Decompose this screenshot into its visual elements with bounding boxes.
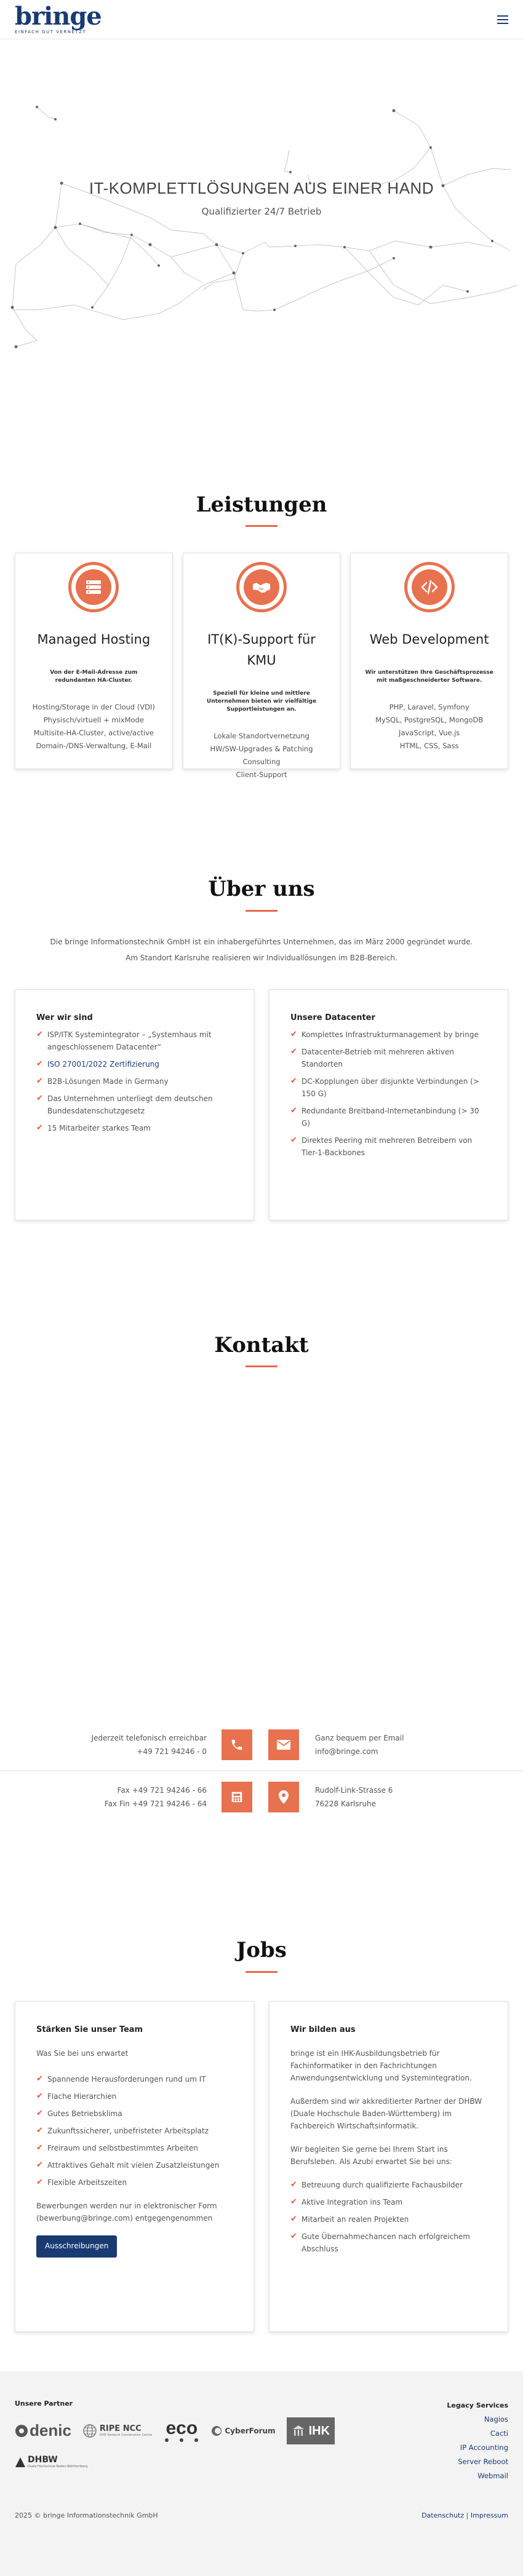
legacy-link-ip-accounting[interactable]: IP Accounting bbox=[460, 2443, 508, 2452]
footer-top bbox=[15, 2398, 508, 2483]
email-address[interactable]: info@bringe.com bbox=[315, 1747, 378, 1756]
service-card-hosting bbox=[15, 553, 173, 769]
legal-links bbox=[421, 2510, 508, 2521]
list-item: MySQL, PostgreSQL, MongoDB bbox=[375, 716, 484, 725]
cyberforum-logo-icon bbox=[211, 2425, 222, 2436]
legacy-link-webmail[interactable]: Webmail bbox=[477, 2471, 508, 2480]
title-underline bbox=[246, 1971, 277, 1973]
email-label: Ganz bequem per Email bbox=[315, 1734, 404, 1743]
box-title: Unsere Datacenter bbox=[290, 1013, 375, 1022]
partner-logos bbox=[15, 2417, 396, 2468]
contact-row-phone-email bbox=[0, 1719, 523, 1771]
partner-name: eco bbox=[166, 2418, 198, 2439]
contact-row-fax-address bbox=[0, 1771, 523, 1823]
partner-ripe[interactable] bbox=[82, 2424, 152, 2438]
site-logo[interactable] bbox=[15, 4, 102, 34]
list-item: ✔ Zukunftssicherer, unbefristeter Arbeitsplatz bbox=[36, 2125, 233, 2137]
legacy-link-nagios[interactable]: Nagios bbox=[484, 2414, 508, 2424]
list-item: ✔ ISP/ITK Systemintegrator – „Systemhaus mit angeschlossenem Datacenter“ bbox=[36, 1029, 233, 1053]
impressum-link[interactable]: Impressum bbox=[470, 2511, 508, 2519]
list-item: ✔ Flache Hierarchien bbox=[36, 2090, 233, 2103]
list-item: ✔ B2B-Lösungen Made in Germany bbox=[36, 1075, 233, 1088]
card-icon-ring bbox=[236, 562, 287, 612]
list-item: ✔ Datacenter-Betrieb mit mehreren aktiven Standorten bbox=[290, 1046, 487, 1070]
ausbildung-box bbox=[269, 2001, 508, 2332]
card-list bbox=[25, 701, 162, 753]
phone-block bbox=[0, 1731, 207, 1758]
partner-subtitle: Duale Hochschule Baden-Württemberg bbox=[28, 2464, 88, 2468]
list-item: HW/SW-Upgrades & Patching bbox=[210, 744, 313, 753]
jobs-title: Jobs bbox=[236, 1938, 287, 1963]
list-item: JavaScript, Vue.js bbox=[399, 729, 460, 738]
ihk-building-icon bbox=[292, 2424, 305, 2438]
footer-bottom bbox=[15, 2510, 508, 2521]
list-item: Lokale Standortvernetzung bbox=[214, 731, 309, 740]
team-box bbox=[15, 2001, 254, 2332]
card-title: IT(K)-Support für KMU bbox=[207, 632, 316, 668]
list-item: Client-Support bbox=[236, 770, 287, 779]
code-icon bbox=[420, 577, 439, 597]
list-item: HTML, CSS, Sass bbox=[399, 741, 459, 751]
card-intro: Wir unterstützen Ihre Geschäftsprozesse mit maßgeschneiderter Software. bbox=[365, 669, 493, 684]
title-underline bbox=[246, 910, 277, 912]
partner-name: denic bbox=[30, 2421, 71, 2440]
fax-number: Fax +49 721 94246 - 66 bbox=[117, 1786, 207, 1795]
check-list bbox=[290, 1029, 487, 1159]
ausschreibungen-button[interactable]: Ausschreibungen bbox=[36, 2235, 117, 2257]
fax-fin-number: Fax Fin +49 721 94246 - 64 bbox=[104, 1800, 207, 1809]
partner-name: RIPE NCC bbox=[99, 2424, 142, 2434]
logo-tagline: EINFACH GUT VERNETZT bbox=[15, 30, 87, 34]
unsere-datacenter-box bbox=[269, 989, 508, 1220]
ueber-uns-section bbox=[0, 769, 523, 1220]
list-item: Physisch/virtuell + mixMode bbox=[43, 716, 144, 725]
legacy-link-cacti[interactable]: Cacti bbox=[490, 2428, 508, 2438]
eco-dots-icon bbox=[163, 2438, 200, 2443]
intro-line: Die bringe Informationstechnik GmbH ist ein inhabergeführtes Unternehmen, das im März 2000 gegründet wurde. bbox=[50, 937, 473, 946]
map-pin-icon[interactable] bbox=[268, 1782, 299, 1812]
link-separator: | bbox=[466, 2511, 469, 2519]
list-item: ✔ Betreuung durch qualifizierte Fachausbilder bbox=[290, 2179, 487, 2191]
hero-title: IT-KOMPLETTLÖSUNGEN AUS EINER HAND bbox=[89, 179, 434, 197]
partner-eco[interactable] bbox=[163, 2419, 200, 2443]
email-icon[interactable] bbox=[268, 1729, 299, 1760]
kontakt-title: Kontakt bbox=[214, 1332, 309, 1357]
ausbildung-text: Wir begleiten Sie gerne bei Ihrem Start ins Berufsleben. Als Azubi erwartet Sie bei uns: bbox=[290, 2145, 452, 2167]
ueber-uns-intro bbox=[0, 934, 523, 966]
fax-icon bbox=[222, 1782, 252, 1812]
copyright: 2025 © bringe Informationstechnik GmbH bbox=[15, 2511, 158, 2519]
check-list bbox=[36, 1029, 233, 1134]
hamburger-menu-icon[interactable] bbox=[497, 15, 508, 24]
ueber-uns-boxes bbox=[0, 989, 523, 1220]
jobs-section bbox=[0, 1823, 523, 2331]
wer-wir-sind-box bbox=[15, 989, 254, 1220]
map-placeholder bbox=[0, 1367, 523, 1719]
service-cards bbox=[0, 553, 523, 779]
partners-block bbox=[15, 2398, 396, 2483]
partner-subtitle: RIPE Network Coordination Centre bbox=[99, 2433, 153, 2437]
kontakt-section bbox=[0, 1220, 523, 1823]
box-title: Stärken Sie unser Team bbox=[36, 2025, 143, 2034]
leistungen-title: Leistungen bbox=[196, 492, 327, 517]
site-header bbox=[0, 0, 523, 39]
ausbildung-text: bringe ist ein IHK-Ausbildungsbetrieb für Fachinformatiker in den Fachrichtungen Anwendungsentwicklung und Systemintegration. bbox=[290, 2049, 472, 2083]
dhbw-logo-icon bbox=[15, 2457, 26, 2468]
contact-icons bbox=[222, 1729, 299, 1760]
hero-section bbox=[0, 39, 523, 390]
intro-line: Am Standort Karlsruhe realisieren wir Individuallösungen im B2B-Bereich. bbox=[126, 953, 397, 962]
card-list bbox=[193, 730, 330, 781]
leistungen-section bbox=[0, 390, 523, 779]
title-underline bbox=[246, 525, 277, 527]
address-city: 76228 Karlsruhe bbox=[315, 1800, 377, 1809]
partner-name: CyberForum bbox=[225, 2426, 276, 2435]
list-item: Consulting bbox=[242, 757, 281, 766]
application-note: Bewerbungen werden nur in elektronischer Form (bewerbung@bringe.com) entgegengenommen bbox=[36, 2202, 217, 2223]
handshake-icon bbox=[252, 577, 271, 597]
jobs-lead: Was Sie bei uns erwartet bbox=[36, 2049, 129, 2058]
phone-label: Jederzeit telefonisch erreichbar bbox=[91, 1734, 207, 1743]
hero-subtitle: Qualifizierter 24/7 Betrieb bbox=[201, 205, 322, 217]
fax-block bbox=[0, 1784, 207, 1811]
contact-icons bbox=[222, 1782, 299, 1812]
datenschutz-link[interactable]: Datenschutz bbox=[421, 2511, 465, 2519]
partner-name: IHK bbox=[308, 2424, 330, 2438]
legacy-link-server-reboot[interactable]: Server Reboot bbox=[458, 2457, 508, 2466]
server-icon bbox=[84, 578, 103, 596]
card-icon-ring bbox=[68, 562, 119, 612]
partners-label: Unsere Partner bbox=[15, 2399, 73, 2408]
list-item: ✔ Direktes Peering mit mehreren Betreibern von Tier-1-Backbones bbox=[290, 1134, 487, 1159]
address-block bbox=[315, 1784, 393, 1811]
list-item: ✔ Komplettes Infrastrukturmanagement by bringe bbox=[290, 1029, 487, 1041]
ausbildung-text: Außerdem sind wir akkreditierter Partner der DHBW (Duale Hochschule Baden-Württemberg) im Fachbereich Wirtschaftsinformatik. bbox=[290, 2097, 482, 2131]
site-footer bbox=[0, 2371, 523, 2576]
list-item: ✔ Das Unternehmen unterliegt dem deutschen Bundesdatenschutzgesetz bbox=[36, 1092, 233, 1117]
address-street: Rudolf-Link-Strasse 6 bbox=[315, 1786, 393, 1795]
list-item: ✔ Gutes Betriebsklima bbox=[36, 2108, 233, 2120]
list-item: ✔ Spannende Herausforderungen rund um IT bbox=[36, 2073, 233, 2085]
list-item: Domain-/DNS-Verwaltung, E-Mail bbox=[36, 741, 152, 751]
card-intro: Von der E-Mail-Adresse zum redundanten HA-Cluster. bbox=[50, 669, 138, 684]
denic-logo-icon bbox=[15, 2424, 28, 2438]
box-title: Wir bilden aus bbox=[290, 2025, 356, 2034]
service-card-webdev bbox=[350, 553, 508, 769]
phone-number[interactable]: +49 721 94246 - 0 bbox=[137, 1747, 207, 1756]
ueber-uns-title: Über uns bbox=[208, 877, 315, 902]
check-list bbox=[36, 2073, 233, 2189]
hero-text bbox=[0, 176, 523, 219]
list-item bbox=[36, 1058, 233, 1070]
logo-text: bringe bbox=[15, 2, 102, 31]
card-title: Web Development bbox=[369, 632, 489, 647]
list-item: ✔ Gute Übernahmechancen nach erfolgreichem Abschluss bbox=[290, 2230, 487, 2255]
email-block bbox=[315, 1731, 404, 1758]
list-item: ✔ Freiraum und selbstbestimmtes Arbeiten bbox=[36, 2142, 233, 2154]
list-item: Hosting/Storage in der Cloud (VDI) bbox=[32, 703, 155, 712]
list-item: ✔ DC-Kopplungen über disjunkte Verbindungen (> 150 G) bbox=[290, 1075, 487, 1100]
list-item: ✔ Aktive Integration ins Team bbox=[290, 2196, 487, 2208]
list-item: ✔ Redundante Breitband-Internetanbindung (> 30 G) bbox=[290, 1105, 487, 1129]
box-title: Wer wir sind bbox=[36, 1013, 93, 1022]
jobs-boxes bbox=[0, 2001, 523, 2332]
partner-name: DHBW bbox=[28, 2455, 58, 2465]
partner-dhbw[interactable] bbox=[15, 2455, 87, 2468]
list-item: ✔ Mitarbeit an realen Projekten bbox=[290, 2213, 487, 2226]
phone-icon[interactable] bbox=[222, 1729, 252, 1760]
iso-certification-link[interactable]: ISO 27001/2022 Zertifizierung bbox=[47, 1059, 159, 1069]
card-intro: Speziell für kleine und mittlere Unternehmen bieten wir vielfältige Supportleistungen an. bbox=[206, 690, 317, 713]
card-title: Managed Hosting bbox=[37, 632, 151, 647]
partner-cyberforum[interactable] bbox=[211, 2425, 275, 2437]
check-list bbox=[290, 2179, 487, 2255]
card-list bbox=[361, 701, 498, 753]
partner-denic[interactable] bbox=[15, 2418, 71, 2444]
list-item: ✔ 15 Mitarbeiter starkes Team bbox=[36, 1122, 233, 1134]
list-item: ✔ Attraktives Gehalt mit vielen Zusatzleistungen bbox=[36, 2159, 233, 2171]
partner-ihk[interactable] bbox=[287, 2417, 335, 2444]
card-icon-ring bbox=[404, 562, 455, 612]
list-item: PHP, Laravel, Symfony bbox=[389, 703, 469, 712]
service-card-support bbox=[183, 553, 341, 779]
globe-icon bbox=[82, 2424, 97, 2438]
list-item: Multisite-HA-Cluster, active/active bbox=[33, 729, 154, 738]
list-item: ✔ Flexible Arbeitszeiten bbox=[36, 2176, 233, 2189]
legacy-label: Legacy Services bbox=[447, 2401, 508, 2409]
legacy-services bbox=[447, 2398, 508, 2483]
